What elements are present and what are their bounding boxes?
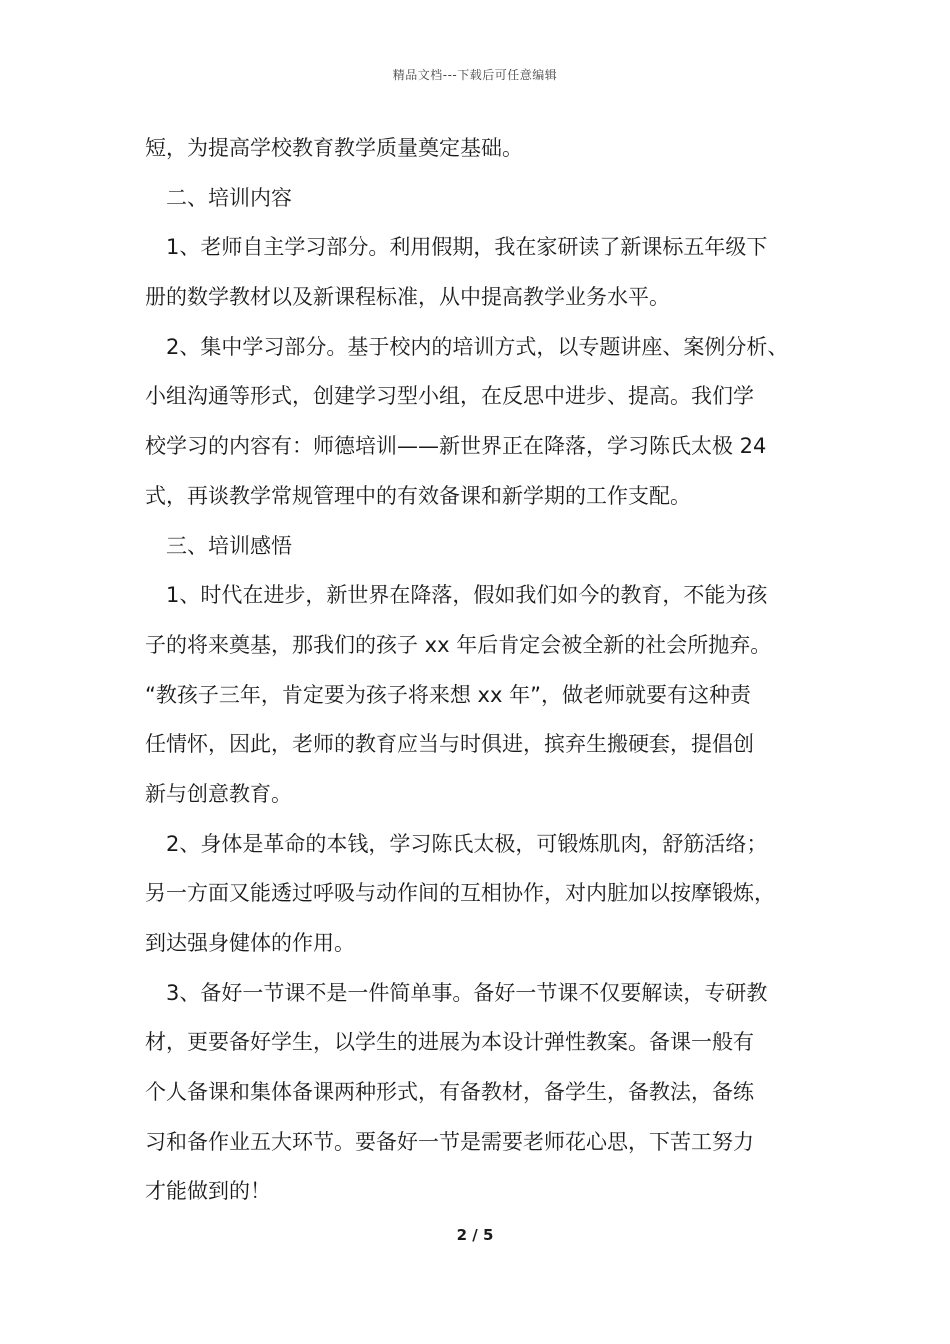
section-heading: 三、培训感悟 xyxy=(166,533,292,558)
body-line: 另一方面又能透过呼吸与动作间的互相协作，对内脏加以按摩锻炼， xyxy=(145,881,775,906)
paragraph-group-study xyxy=(145,323,825,522)
body-line: 到达强身健体的作用。 xyxy=(145,931,355,955)
body-line: 任情怀，因此，老师的教育应当与时俱进，摈弃生搬硬套，提倡创 xyxy=(145,732,754,757)
body-line: 3、备好一节课不是一件简单事。备好一节课不仅要解读，专研教 xyxy=(166,980,768,1005)
section-heading-content xyxy=(145,174,825,224)
paragraph-self-study xyxy=(145,223,825,322)
body-line: 册的数学教材以及新课程标准，从中提高教学业务水平。 xyxy=(145,285,670,310)
page-header: 精品文档---下载后可任意编辑 xyxy=(392,68,558,82)
section-heading: 二、培训内容 xyxy=(166,185,292,210)
body-line: 才能做到的！ xyxy=(145,1179,271,1204)
body-line: 校学习的内容有：师德培训——新世界正在降落，学习陈氏太极 24 xyxy=(145,434,767,459)
body-line: 习和备作业五大环节。要备好一节是需要老师花心思，下苦工努力 xyxy=(145,1129,754,1154)
body-line: 短，为提高学校教育教学质量奠定基础。 xyxy=(145,136,523,160)
body-line: 材，更要备好学生，以学生的进展为本设计弹性教案。备课一般有 xyxy=(145,1030,754,1055)
section-heading-insights xyxy=(145,522,825,572)
body-line: 个人备课和集体备课两种形式，有备教材，备学生，备教法，备练 xyxy=(145,1080,754,1105)
body-line: 新与创意教育。 xyxy=(145,781,292,806)
paragraph-continuation xyxy=(145,124,825,174)
body-line: “教孩子三年，肯定要为孩子将来想 xx 年”，做老师就要有这种责 xyxy=(145,682,751,707)
paragraph-insight-1 xyxy=(145,571,825,819)
body-line: 2、身体是革命的本钱，学习陈氏太极，可锻炼肌肉，舒筋活络； xyxy=(166,831,768,856)
body-line: 子的将来奠基，那我们的孩子 xx 年后肯定会被全新的社会所抛弃。 xyxy=(145,632,772,657)
body-line: 1、老师自主学习部分。利用假期，我在家研读了新课标五年级下 xyxy=(166,235,768,260)
page-number: 2 / 5 xyxy=(456,1226,494,1244)
body-line: 式，再谈教学常规管理中的有效备课和新学期的工作支配。 xyxy=(145,483,691,508)
body-line: 2、集中学习部分。基于校内的培训方式，以专题讲座、案例分析、 xyxy=(166,334,789,359)
body-line: 1、时代在进步，新世界在降落，假如我们如今的教育，不能为孩 xyxy=(166,583,768,608)
paragraph-insight-2 xyxy=(145,820,825,969)
paragraph-insight-3 xyxy=(145,969,825,1217)
body-line: 小组沟通等形式，创建学习型小组，在反思中进步、提高。我们学 xyxy=(145,384,754,409)
document-body xyxy=(145,124,825,1217)
